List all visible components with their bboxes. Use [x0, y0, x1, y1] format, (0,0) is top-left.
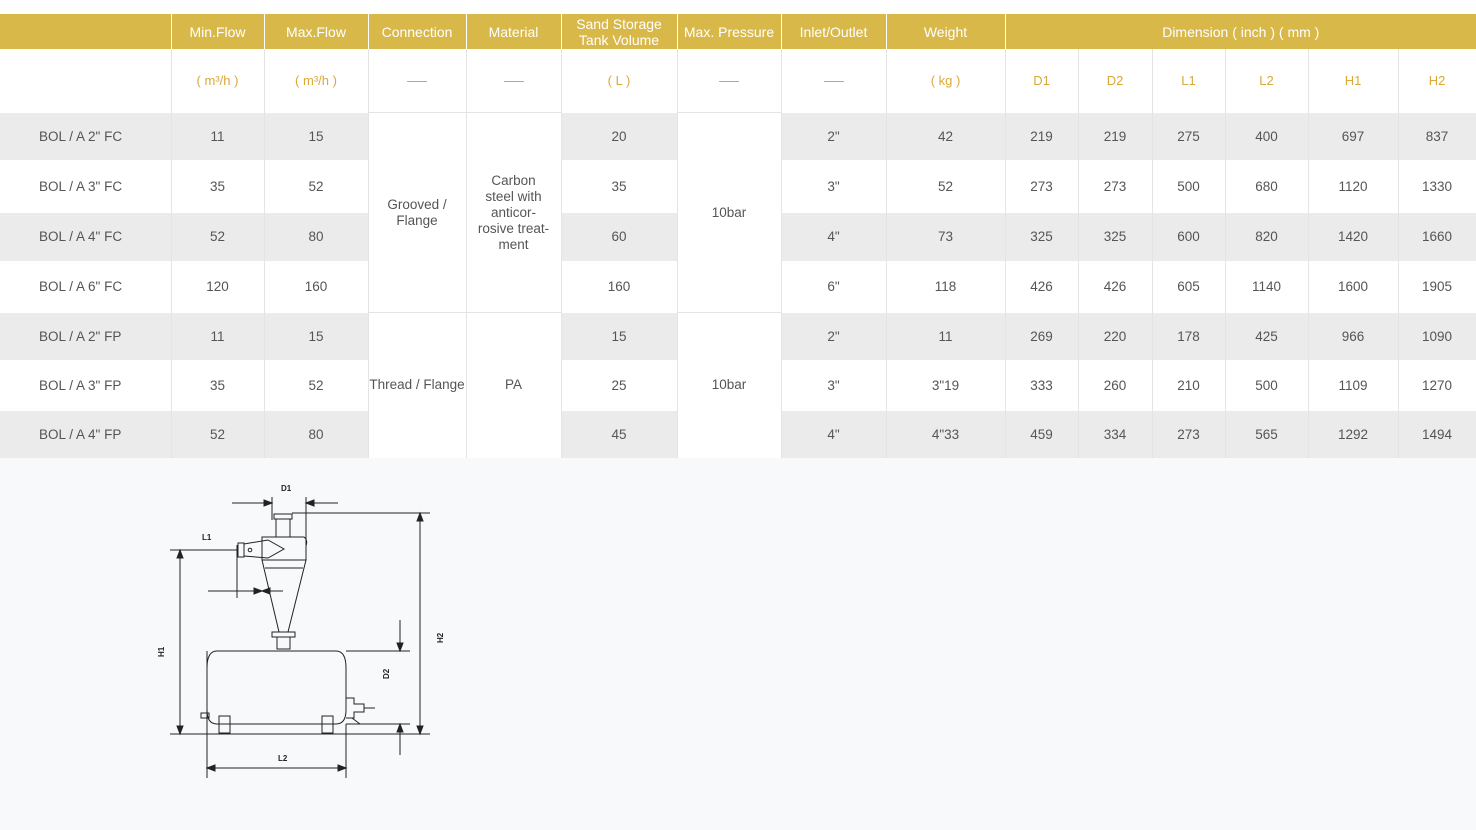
h2-cell: 1270 — [1398, 360, 1476, 411]
h1-cell: 1420 — [1308, 213, 1398, 261]
l1-cell: 210 — [1152, 360, 1225, 411]
min-flow-cell: 35 — [171, 160, 264, 213]
unit-l1: L1 — [1152, 49, 1225, 113]
arrow-icon — [417, 726, 423, 734]
h2-cell: 1494 — [1398, 411, 1476, 458]
min-flow-cell: 35 — [171, 360, 264, 411]
d2-cell: 426 — [1078, 261, 1152, 313]
dash-icon — [719, 81, 739, 82]
h1-cell: 1120 — [1308, 160, 1398, 213]
side-valve — [346, 698, 364, 718]
volume-cell: 35 — [561, 160, 677, 213]
material-cell: PA — [466, 313, 561, 458]
h2-cell: 1330 — [1398, 160, 1476, 213]
min-flow-cell: 52 — [171, 213, 264, 261]
model-cell: BOL / A 4" FC — [0, 213, 171, 261]
min-flow-cell: 52 — [171, 411, 264, 458]
header-sand-storage: Sand Storage Tank Volume — [561, 14, 677, 49]
model-cell: BOL / A 3" FC — [0, 160, 171, 213]
h1-cell: 697 — [1308, 113, 1398, 160]
d1-cell: 219 — [1005, 113, 1078, 160]
label-h2: H2 — [436, 632, 445, 643]
h2-cell: 1905 — [1398, 261, 1476, 313]
max-flow-cell: 15 — [264, 313, 368, 360]
units-row — [0, 49, 1476, 113]
pressure-cell: 10bar — [677, 313, 781, 458]
l1-cell: 600 — [1152, 213, 1225, 261]
weight-cell: 73 — [886, 213, 1005, 261]
d2-cell: 260 — [1078, 360, 1152, 411]
min-flow-cell: 11 — [171, 313, 264, 360]
l2-cell: 425 — [1225, 313, 1308, 360]
unit-weight: ( kg ) — [886, 49, 1005, 113]
outlet-flange — [274, 514, 292, 519]
h2-cell: 1660 — [1398, 213, 1476, 261]
header-weight: Weight — [886, 14, 1005, 49]
unit-sand-storage: ( L ) — [561, 49, 677, 113]
inlet-cell: 2" — [781, 113, 886, 160]
arrow-icon — [338, 765, 346, 771]
weight-cell: 42 — [886, 113, 1005, 160]
volume-cell: 45 — [561, 411, 677, 458]
weight-cell: 118 — [886, 261, 1005, 313]
weight-cell: 4"33 — [886, 411, 1005, 458]
model-cell: BOL / A 6" FC — [0, 261, 171, 313]
unit-min-flow: ( m³/h ) — [171, 49, 264, 113]
unit-material — [466, 49, 561, 113]
cone-flange — [272, 632, 295, 637]
l1-cell: 605 — [1152, 261, 1225, 313]
model-cell: BOL / A 2" FC — [0, 113, 171, 160]
header-model — [0, 14, 171, 49]
inlet-cell: 4" — [781, 213, 886, 261]
l2-cell: 565 — [1225, 411, 1308, 458]
l2-cell: 820 — [1225, 213, 1308, 261]
volume-cell: 15 — [561, 313, 677, 360]
l2-cell: 1140 — [1225, 261, 1308, 313]
d1-cell: 333 — [1005, 360, 1078, 411]
max-flow-cell: 52 — [264, 160, 368, 213]
l1-cell: 178 — [1152, 313, 1225, 360]
inlet-flange — [238, 543, 244, 557]
label-l2: L2 — [278, 754, 288, 763]
inlet-cell: 3" — [781, 360, 886, 411]
spec-table — [0, 14, 1476, 458]
material-cell — [466, 113, 561, 313]
header-dimension: Dimension ( inch ) ( mm ) — [1005, 14, 1476, 49]
unit-d2: D2 — [1078, 49, 1152, 113]
arrow-icon — [417, 513, 423, 521]
l1-cell: 500 — [1152, 160, 1225, 213]
min-flow-cell: 120 — [171, 261, 264, 313]
unit-connection — [368, 49, 466, 113]
header-row — [0, 14, 1476, 49]
volume-cell: 160 — [561, 261, 677, 313]
top-strip — [0, 0, 1476, 14]
model-cell: BOL / A 3" FP — [0, 360, 171, 411]
l2-cell: 680 — [1225, 160, 1308, 213]
model-cell: BOL / A 4" FP — [0, 411, 171, 458]
weight-cell: 3"19 — [886, 360, 1005, 411]
unit-l2: L2 — [1225, 49, 1308, 113]
label-d1: D1 — [281, 484, 292, 493]
d2-cell: 273 — [1078, 160, 1152, 213]
l1-cell: 273 — [1152, 411, 1225, 458]
label-d2: D2 — [382, 668, 391, 679]
unit-model — [0, 49, 171, 113]
inlet-cell: 3" — [781, 160, 886, 213]
table-row — [0, 113, 1476, 160]
min-flow-cell: 11 — [171, 113, 264, 160]
unit-h1: H1 — [1308, 49, 1398, 113]
unit-h2: H2 — [1398, 49, 1476, 113]
connection-cell: Grooved / Flange — [368, 113, 466, 313]
header-material: Material — [466, 14, 561, 49]
volume-cell: 20 — [561, 113, 677, 160]
inlet-cell: 4" — [781, 411, 886, 458]
d1-cell: 325 — [1005, 213, 1078, 261]
weight-cell: 52 — [886, 160, 1005, 213]
arrow-icon — [397, 643, 403, 651]
l2-cell: 400 — [1225, 113, 1308, 160]
label-l1: L1 — [202, 533, 212, 542]
unit-max-flow: ( m³/h ) — [264, 49, 368, 113]
header-max-flow: Max.Flow — [264, 14, 368, 49]
dash-icon — [407, 81, 427, 82]
max-flow-cell: 80 — [264, 213, 368, 261]
unit-inlet-outlet — [781, 49, 886, 113]
arrow-icon — [207, 765, 215, 771]
outlet-pipe — [276, 519, 290, 537]
inlet-cell: 2" — [781, 313, 886, 360]
inlet-port-icon — [248, 548, 252, 552]
l2-cell: 500 — [1225, 360, 1308, 411]
l1-cell: 275 — [1152, 113, 1225, 160]
d2-cell: 220 — [1078, 313, 1152, 360]
header-max-pressure: Max. Pressure — [677, 14, 781, 49]
max-flow-cell: 15 — [264, 113, 368, 160]
unit-d1: D1 — [1005, 49, 1078, 113]
material-text: Carbon steel with anticor-rosive treat-ment — [477, 172, 550, 252]
inlet-pipe — [244, 540, 284, 558]
inlet-cell: 6" — [781, 261, 886, 313]
d2-cell: 334 — [1078, 411, 1152, 458]
dash-icon — [824, 81, 844, 82]
connector-pipe — [277, 637, 290, 649]
arrow-icon — [397, 724, 403, 732]
unit-max-pressure — [677, 49, 781, 113]
max-flow-cell: 80 — [264, 411, 368, 458]
filter-dimension-diagram — [150, 478, 460, 783]
arrow-icon — [177, 726, 183, 734]
header-connection: Connection — [368, 14, 466, 49]
cyclone-cone — [262, 560, 306, 632]
d1-cell: 426 — [1005, 261, 1078, 313]
dash-icon — [504, 81, 524, 82]
arrow-icon — [306, 500, 314, 506]
weight-cell: 11 — [886, 313, 1005, 360]
h2-cell: 837 — [1398, 113, 1476, 160]
h2-cell: 1090 — [1398, 313, 1476, 360]
pressure-cell: 10bar — [677, 113, 781, 313]
header-inlet-outlet: Inlet/Outlet — [781, 14, 886, 49]
label-h1: H1 — [157, 646, 166, 657]
volume-cell: 25 — [561, 360, 677, 411]
valve-lever — [352, 718, 360, 724]
sand-tank — [207, 651, 346, 724]
max-flow-cell: 52 — [264, 360, 368, 411]
arrow-icon — [177, 550, 183, 558]
volume-cell: 60 — [561, 213, 677, 261]
d1-cell: 269 — [1005, 313, 1078, 360]
h1-cell: 1109 — [1308, 360, 1398, 411]
d2-cell: 325 — [1078, 213, 1152, 261]
d1-cell: 459 — [1005, 411, 1078, 458]
arrow-icon — [264, 500, 272, 506]
h1-cell: 966 — [1308, 313, 1398, 360]
table-row — [0, 313, 1476, 360]
max-flow-cell: 160 — [264, 261, 368, 313]
h1-cell: 1292 — [1308, 411, 1398, 458]
d2-cell: 219 — [1078, 113, 1152, 160]
header-min-flow: Min.Flow — [171, 14, 264, 49]
d1-cell: 273 — [1005, 160, 1078, 213]
connection-cell: Thread / Flange — [368, 313, 466, 458]
model-cell: BOL / A 2" FP — [0, 313, 171, 360]
h1-cell: 1600 — [1308, 261, 1398, 313]
